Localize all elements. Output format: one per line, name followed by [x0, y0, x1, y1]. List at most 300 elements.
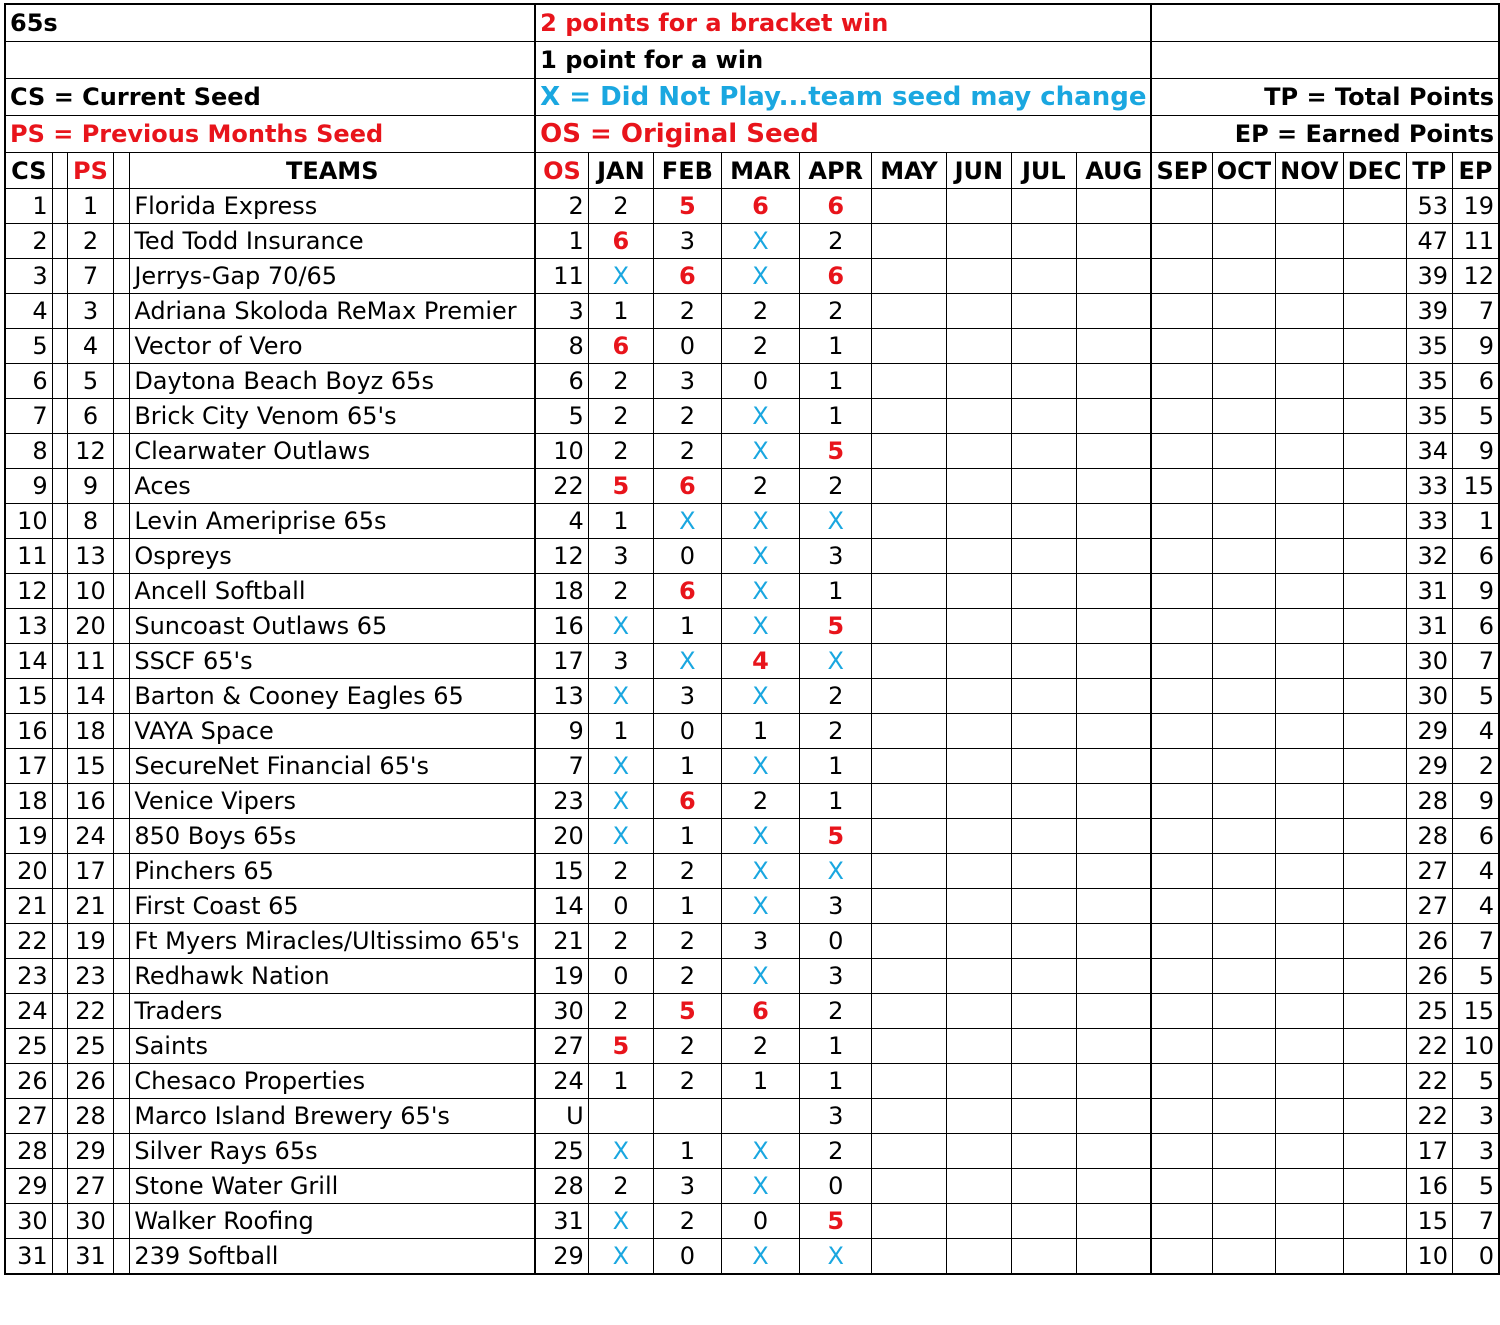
month-score-cell: [1276, 924, 1343, 959]
table-row: [5, 294, 1499, 329]
total-points-cell: 22: [1406, 1029, 1453, 1064]
month-score-cell: [872, 469, 947, 504]
blank-cell: [52, 539, 67, 574]
original-seed-cell: 9: [535, 714, 588, 749]
team-name-cell: Aces: [130, 469, 535, 504]
previous-seed-cell: 8: [67, 504, 113, 539]
month-score-cell: [1151, 889, 1212, 924]
team-name-cell: Ancell Softball: [130, 574, 535, 609]
current-seed-cell: 10: [5, 504, 52, 539]
team-name-cell: Walker Roofing: [130, 1204, 535, 1239]
month-score-cell: 0: [588, 959, 653, 994]
month-score-cell: [872, 854, 947, 889]
month-score-cell: [721, 1099, 800, 1134]
original-seed-cell: 12: [535, 539, 588, 574]
month-score-cell: X: [588, 1204, 653, 1239]
team-name-cell: Florida Express: [130, 189, 535, 224]
earned-points-cell: 7: [1453, 294, 1499, 329]
month-score-cell: 6: [588, 224, 653, 259]
blank-cell: [114, 189, 130, 224]
month-score-cell: [1343, 959, 1406, 994]
blank-cell: [52, 224, 67, 259]
column-header-blank: [114, 153, 130, 189]
standings-sheet: [4, 3, 1500, 1275]
table-row: [5, 1204, 1499, 1239]
previous-seed-cell: 22: [67, 994, 113, 1029]
month-score-cell: [1076, 644, 1151, 679]
column-header-nov: NOV: [1276, 153, 1343, 189]
team-name-cell: Levin Ameriprise 65s: [130, 504, 535, 539]
month-score-cell: 2: [721, 784, 800, 819]
month-score-cell: 2: [800, 1134, 872, 1169]
table-row: [5, 1169, 1499, 1204]
month-score-cell: [1276, 994, 1343, 1029]
month-score-cell: [946, 574, 1011, 609]
month-score-cell: [1151, 574, 1212, 609]
column-header-oct: OCT: [1212, 153, 1275, 189]
blank-cell: [52, 434, 67, 469]
blank-cell: [52, 959, 67, 994]
previous-seed-cell: 3: [67, 294, 113, 329]
table-row: [5, 189, 1499, 224]
month-score-cell: [1212, 259, 1275, 294]
column-header-aug: AUG: [1076, 153, 1151, 189]
month-score-cell: [946, 1064, 1011, 1099]
month-score-cell: [1212, 994, 1275, 1029]
month-score-cell: 3: [800, 959, 872, 994]
blank-cell: [52, 1204, 67, 1239]
month-score-cell: [1076, 539, 1151, 574]
month-score-cell: 3: [800, 1099, 872, 1134]
month-score-cell: 2: [654, 434, 722, 469]
month-score-cell: [1276, 714, 1343, 749]
month-score-cell: [946, 259, 1011, 294]
blank-cell: [114, 959, 130, 994]
month-score-cell: 2: [654, 1029, 722, 1064]
original-seed-cell: 30: [535, 994, 588, 1029]
original-seed-cell: 6: [535, 364, 588, 399]
column-header-tp: TP: [1406, 153, 1453, 189]
blank-cell: [114, 539, 130, 574]
month-score-cell: [1011, 504, 1076, 539]
earned-points-cell: 0: [1453, 1239, 1499, 1275]
month-score-cell: [1212, 574, 1275, 609]
month-score-cell: 2: [654, 294, 722, 329]
month-score-cell: [1151, 504, 1212, 539]
blank-cell: [52, 1169, 67, 1204]
month-score-cell: 2: [800, 224, 872, 259]
current-seed-cell: 1: [5, 189, 52, 224]
earned-points-cell: 6: [1453, 539, 1499, 574]
team-name-cell: Silver Rays 65s: [130, 1134, 535, 1169]
month-score-cell: 2: [654, 854, 722, 889]
month-score-cell: [1276, 399, 1343, 434]
month-score-cell: X: [588, 1134, 653, 1169]
month-score-cell: [1276, 749, 1343, 784]
month-score-cell: [1212, 329, 1275, 364]
month-score-cell: [872, 294, 947, 329]
total-points-cell: 39: [1406, 259, 1453, 294]
team-name-cell: VAYA Space: [130, 714, 535, 749]
total-points-cell: 33: [1406, 469, 1453, 504]
month-score-cell: X: [721, 854, 800, 889]
month-score-cell: [1151, 294, 1212, 329]
total-points-cell: 27: [1406, 889, 1453, 924]
month-score-cell: 2: [721, 1029, 800, 1064]
blank-cell: [1151, 42, 1499, 79]
month-score-cell: [1212, 1204, 1275, 1239]
month-score-cell: [1076, 994, 1151, 1029]
month-score-cell: [1076, 364, 1151, 399]
table-row: [5, 364, 1499, 399]
earned-points-cell: 15: [1453, 994, 1499, 1029]
month-score-cell: X: [588, 784, 653, 819]
month-score-cell: [1151, 714, 1212, 749]
original-seed-cell: 5: [535, 399, 588, 434]
current-seed-cell: 29: [5, 1169, 52, 1204]
total-points-cell: 26: [1406, 959, 1453, 994]
month-score-cell: 1: [800, 364, 872, 399]
month-score-cell: [872, 819, 947, 854]
month-score-cell: [1343, 1064, 1406, 1099]
previous-seed-cell: 6: [67, 399, 113, 434]
month-score-cell: 2: [721, 329, 800, 364]
month-score-cell: [1276, 574, 1343, 609]
month-score-cell: [1151, 749, 1212, 784]
blank-cell: [114, 1169, 130, 1204]
current-seed-cell: 4: [5, 294, 52, 329]
month-score-cell: 1: [800, 329, 872, 364]
month-score-cell: [1343, 539, 1406, 574]
month-score-cell: 2: [588, 574, 653, 609]
month-score-cell: [1276, 189, 1343, 224]
current-seed-cell: 25: [5, 1029, 52, 1064]
month-score-cell: [1076, 924, 1151, 959]
table-row: [5, 539, 1499, 574]
month-score-cell: [1151, 399, 1212, 434]
month-score-cell: [1276, 644, 1343, 679]
table-row: [5, 224, 1499, 259]
previous-seed-cell: 5: [67, 364, 113, 399]
blank-cell: [52, 574, 67, 609]
month-score-cell: [1011, 1169, 1076, 1204]
blank-cell: [52, 784, 67, 819]
table-row: [5, 1099, 1499, 1134]
team-name-cell: Ospreys: [130, 539, 535, 574]
blank-cell: [114, 609, 130, 644]
table-row: [5, 784, 1499, 819]
blank-cell: [52, 1239, 67, 1275]
table-row: [5, 434, 1499, 469]
previous-seed-cell: 12: [67, 434, 113, 469]
table-row: [5, 714, 1499, 749]
month-score-cell: [1151, 644, 1212, 679]
blank-cell: [52, 399, 67, 434]
blank-cell: [114, 924, 130, 959]
total-points-cell: 15: [1406, 1204, 1453, 1239]
month-score-cell: [1151, 924, 1212, 959]
total-points-cell: 25: [1406, 994, 1453, 1029]
original-seed-cell: 23: [535, 784, 588, 819]
column-header-ep: EP: [1453, 153, 1499, 189]
month-score-cell: 1: [800, 1029, 872, 1064]
table-row: [5, 749, 1499, 784]
earned-points-cell: 1: [1453, 504, 1499, 539]
total-points-cell: 31: [1406, 574, 1453, 609]
blank-cell: [52, 364, 67, 399]
table-row: [5, 1239, 1499, 1275]
month-score-cell: 6: [721, 994, 800, 1029]
month-score-cell: [1151, 854, 1212, 889]
month-score-cell: [1343, 329, 1406, 364]
month-score-cell: [1011, 259, 1076, 294]
month-score-cell: [1343, 259, 1406, 294]
total-points-cell: 35: [1406, 329, 1453, 364]
month-score-cell: X: [721, 539, 800, 574]
team-name-cell: 239 Softball: [130, 1239, 535, 1275]
month-score-cell: 2: [800, 994, 872, 1029]
blank-cell: [52, 609, 67, 644]
previous-seed-cell: 19: [67, 924, 113, 959]
month-score-cell: [872, 609, 947, 644]
month-score-cell: [1276, 1029, 1343, 1064]
table-row: [5, 959, 1499, 994]
original-seed-cell: 27: [535, 1029, 588, 1064]
current-seed-cell: 19: [5, 819, 52, 854]
current-seed-cell: 13: [5, 609, 52, 644]
previous-seed-cell: 23: [67, 959, 113, 994]
month-score-cell: [1011, 399, 1076, 434]
team-name-cell: Marco Island Brewery 65's: [130, 1099, 535, 1134]
current-seed-cell: 6: [5, 364, 52, 399]
column-header-row: [5, 153, 1499, 189]
total-points-cell: 30: [1406, 644, 1453, 679]
month-score-cell: [1151, 1029, 1212, 1064]
month-score-cell: [1343, 294, 1406, 329]
month-score-cell: 0: [654, 329, 722, 364]
month-score-cell: [1212, 1099, 1275, 1134]
month-score-cell: [1343, 889, 1406, 924]
team-name-cell: Pinchers 65: [130, 854, 535, 889]
original-seed-cell: 28: [535, 1169, 588, 1204]
original-seed-cell: 24: [535, 1064, 588, 1099]
blank-cell: [114, 854, 130, 889]
blank-cell: [52, 1064, 67, 1099]
original-seed-cell: 17: [535, 644, 588, 679]
month-score-cell: 4: [721, 644, 800, 679]
original-seed-cell: 3: [535, 294, 588, 329]
total-points-cell: 10: [1406, 1239, 1453, 1275]
month-score-cell: [1011, 749, 1076, 784]
month-score-cell: 0: [588, 889, 653, 924]
month-score-cell: [1011, 679, 1076, 714]
month-score-cell: [946, 434, 1011, 469]
month-score-cell: [946, 1099, 1011, 1134]
current-seed-cell: 2: [5, 224, 52, 259]
month-score-cell: [1076, 749, 1151, 784]
month-score-cell: [1076, 224, 1151, 259]
month-score-cell: [1343, 434, 1406, 469]
team-name-cell: Clearwater Outlaws: [130, 434, 535, 469]
previous-seed-cell: 31: [67, 1239, 113, 1275]
blank-cell: [114, 1239, 130, 1275]
month-score-cell: [1212, 924, 1275, 959]
month-score-cell: [1212, 854, 1275, 889]
month-score-cell: X: [721, 819, 800, 854]
month-score-cell: [1276, 819, 1343, 854]
blank-cell: [114, 329, 130, 364]
month-score-cell: [1343, 854, 1406, 889]
month-score-cell: 2: [654, 1204, 722, 1239]
month-score-cell: [1212, 1064, 1275, 1099]
month-score-cell: [946, 329, 1011, 364]
month-score-cell: [946, 294, 1011, 329]
month-score-cell: [1011, 1134, 1076, 1169]
month-score-cell: 6: [800, 259, 872, 294]
month-score-cell: [1151, 1239, 1212, 1275]
table-row: [5, 504, 1499, 539]
table-row: [5, 399, 1499, 434]
month-score-cell: [1343, 1239, 1406, 1275]
month-score-cell: [872, 504, 947, 539]
month-score-cell: [872, 574, 947, 609]
month-score-cell: [1011, 1029, 1076, 1064]
month-score-cell: [1076, 1134, 1151, 1169]
month-score-cell: [1076, 329, 1151, 364]
original-seed-cell: 8: [535, 329, 588, 364]
previous-seed-cell: 1: [67, 189, 113, 224]
previous-seed-cell: 18: [67, 714, 113, 749]
month-score-cell: X: [721, 959, 800, 994]
month-score-cell: 3: [588, 539, 653, 574]
column-header-jul: JUL: [1011, 153, 1076, 189]
month-score-cell: [872, 644, 947, 679]
earned-points-cell: 5: [1453, 679, 1499, 714]
previous-seed-cell: 30: [67, 1204, 113, 1239]
month-score-cell: [872, 784, 947, 819]
month-score-cell: 1: [588, 1064, 653, 1099]
cs-legend: CS = Current Seed: [5, 79, 535, 116]
month-score-cell: [1076, 714, 1151, 749]
month-score-cell: X: [654, 504, 722, 539]
month-score-cell: X: [721, 609, 800, 644]
month-score-cell: [1343, 1204, 1406, 1239]
month-score-cell: 3: [721, 924, 800, 959]
month-score-cell: [1343, 714, 1406, 749]
month-score-cell: 0: [654, 539, 722, 574]
month-score-cell: [1212, 539, 1275, 574]
team-name-cell: First Coast 65: [130, 889, 535, 924]
original-seed-cell: 31: [535, 1204, 588, 1239]
earned-points-cell: 19: [1453, 189, 1499, 224]
month-score-cell: [1076, 679, 1151, 714]
earned-points-cell: 3: [1453, 1099, 1499, 1134]
month-score-cell: [872, 329, 947, 364]
blank-cell: [52, 714, 67, 749]
month-score-cell: 2: [654, 959, 722, 994]
month-score-cell: 2: [588, 1169, 653, 1204]
month-score-cell: [1212, 714, 1275, 749]
earned-points-cell: 4: [1453, 889, 1499, 924]
blank-cell: [114, 819, 130, 854]
month-score-cell: [1011, 539, 1076, 574]
month-score-cell: 3: [654, 224, 722, 259]
column-header-ps: PS: [67, 153, 113, 189]
month-score-cell: [1212, 784, 1275, 819]
month-score-cell: [1343, 504, 1406, 539]
month-score-cell: [1151, 224, 1212, 259]
table-row: [5, 924, 1499, 959]
table-row: [5, 574, 1499, 609]
ep-legend: EP = Earned Points: [1151, 116, 1499, 153]
month-score-cell: 5: [800, 434, 872, 469]
table-row: [5, 679, 1499, 714]
month-score-cell: [1212, 294, 1275, 329]
month-score-cell: [872, 679, 947, 714]
month-score-cell: X: [800, 854, 872, 889]
month-score-cell: [1212, 364, 1275, 399]
original-seed-cell: 10: [535, 434, 588, 469]
blank-cell: [114, 644, 130, 679]
current-seed-cell: 24: [5, 994, 52, 1029]
month-score-cell: 2: [800, 469, 872, 504]
current-seed-cell: 27: [5, 1099, 52, 1134]
month-score-cell: [1151, 1204, 1212, 1239]
total-points-cell: 26: [1406, 924, 1453, 959]
month-score-cell: [1212, 749, 1275, 784]
month-score-cell: X: [721, 259, 800, 294]
month-score-cell: 3: [654, 1169, 722, 1204]
team-name-cell: Adriana Skoloda ReMax Premier: [130, 294, 535, 329]
month-score-cell: [946, 1029, 1011, 1064]
month-score-cell: 0: [654, 714, 722, 749]
total-points-cell: 31: [1406, 609, 1453, 644]
original-seed-cell: 20: [535, 819, 588, 854]
table-row: [5, 854, 1499, 889]
month-score-cell: [1076, 819, 1151, 854]
month-score-cell: [1212, 644, 1275, 679]
month-score-cell: 0: [721, 364, 800, 399]
month-score-cell: 2: [588, 399, 653, 434]
month-score-cell: [1151, 259, 1212, 294]
month-score-cell: [1276, 1064, 1343, 1099]
month-score-cell: [946, 854, 1011, 889]
table-row: [5, 259, 1499, 294]
month-score-cell: [1151, 364, 1212, 399]
month-score-cell: [1011, 609, 1076, 644]
month-score-cell: X: [800, 644, 872, 679]
month-score-cell: 5: [654, 189, 722, 224]
month-score-cell: [1011, 1099, 1076, 1134]
month-score-cell: [946, 1134, 1011, 1169]
blank-cell: [114, 994, 130, 1029]
month-score-cell: [1276, 959, 1343, 994]
original-seed-cell: 25: [535, 1134, 588, 1169]
month-score-cell: [1212, 609, 1275, 644]
month-score-cell: [1151, 819, 1212, 854]
team-name-cell: Ted Todd Insurance: [130, 224, 535, 259]
month-score-cell: [1276, 539, 1343, 574]
month-score-cell: [1076, 294, 1151, 329]
earned-points-cell: 9: [1453, 434, 1499, 469]
month-score-cell: [946, 959, 1011, 994]
month-score-cell: [1011, 889, 1076, 924]
total-points-cell: 39: [1406, 294, 1453, 329]
month-score-cell: [1076, 959, 1151, 994]
os-legend: OS = Original Seed: [535, 116, 1151, 153]
month-score-cell: [1276, 434, 1343, 469]
team-name-cell: Ft Myers Miracles/Ultissimo 65's: [130, 924, 535, 959]
